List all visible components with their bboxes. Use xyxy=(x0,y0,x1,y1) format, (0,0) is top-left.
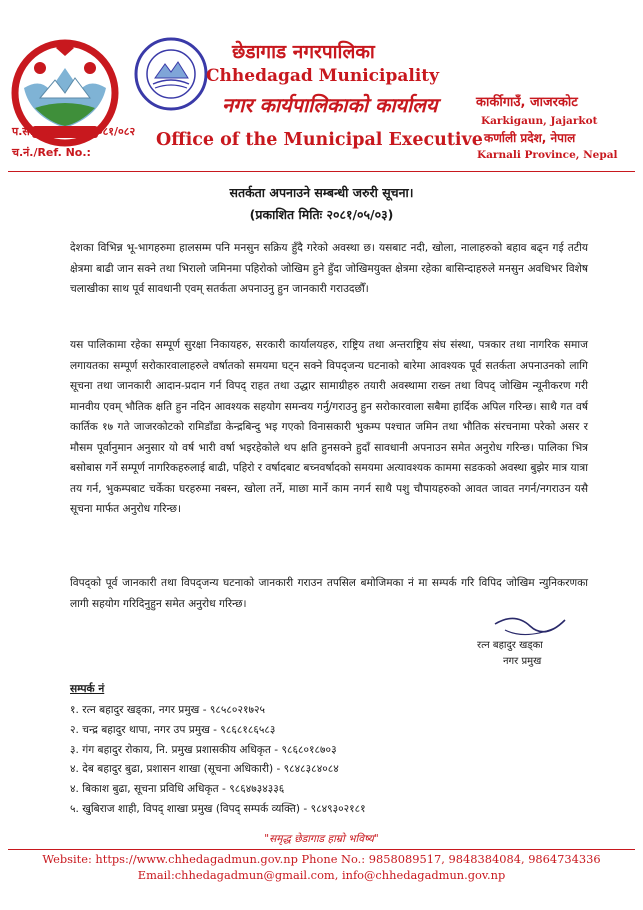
municipality-seal-icon xyxy=(133,36,209,112)
contacts-heading: सम्पर्क नं xyxy=(70,683,105,695)
contact-item: १. रत्न बहादुर खड्का, नगर प्रमुख - ९८५८०२१७२५ xyxy=(70,704,265,716)
address-en-line2: Karnali Province, Nepal xyxy=(477,149,618,161)
notice-title: सतर्कता अपनाउने सम्बन्धी जरुरी सूचना। xyxy=(229,185,414,200)
footer-website-phone: Website: https://www.chhedagadmun.gov.np Phone No.: 9858089517, 9848384084, 9864734336 xyxy=(42,852,601,866)
signature-name: रत्न बहादुर खड्का xyxy=(477,640,543,651)
footer-divider xyxy=(8,849,635,850)
contact-item: ४. बिकाश बुढा, सूचना प्रविधि अधिकृत - ९८६४७३४३३६ xyxy=(70,783,285,796)
notice-paragraph-3: विपद्को पूर्व जानकारी तथा विपद्जन्य घटनाको जानकारी गराउन तपसिल बमोजिमका नं मा सम्पर्क गरि विपिद जोखिम न्युनिकरणका लागी सहयोग गरिदिनुहुन समेत अनुरोध गरिन्छ। xyxy=(70,577,588,610)
municipality-name-np: छेडागाड नगरपालिका xyxy=(232,41,375,63)
footer-slogan: "समृद्ध छेडागाड हाम्रो भविष्य" xyxy=(264,833,379,845)
reference-number: च.नं./Ref. No.: xyxy=(12,146,91,159)
office-name-np: नगर कार्यपालिकाको कार्यालय xyxy=(222,93,438,117)
header-divider xyxy=(8,171,635,172)
office-name-en: Office of the Municipal Executive xyxy=(156,130,483,150)
contact-item: ४. देब बहादुर बुढा, प्रशासन शाखा (सूचना अधिकारी) - ९८४८३८४०८४ xyxy=(70,763,339,776)
address-np-line2: कर्णाली प्रदेश, नेपाल xyxy=(484,131,576,145)
signature-title: नगर प्रमुख xyxy=(503,656,542,667)
contact-item: ३. गंग बहादुर रोकाय, नि. प्रमुख प्रशासकीय अधिकृत - ९८६८०१८७०३ xyxy=(70,743,337,756)
contact-item: २. चन्द्र बहादुर थापा, नगर उप प्रमुख - ९८६८१८६५८३ xyxy=(70,723,276,736)
contact-item: ५. खुबिराज शाही, विपद् शाखा प्रमुख (विपद् सम्पर्क व्यक्ति) - ९८४९३०२१८१ xyxy=(70,802,366,815)
footer-email: Email:chhedagadmun@gmail.com, info@chhedagadmun.gov.np xyxy=(137,868,506,882)
address-en-line1: Karkigaun, Jajarkot xyxy=(481,115,598,127)
notice-paragraph-2: यस पालिकामा रहेका सम्पूर्ण सुरक्षा निकायहरु, सरकारी कार्यालयहरु, राष्ट्रिय तथा अन्तराष्ट्रिय संघ संस्था, पत्रकार तथा नागरिक समाज लगायतका सम्पूर्ण सरोकारवालाहरुले वर्षातको समयमा घट्न सक्ने विपद्जन्य घटनाको बारेमा आवश्यक पूर्व सतर्कता अपनाउनको लागि सूचना तथा जानकारी आदान-प्रदान गर्न विपद् राहत तथा उद्धार सामाग्रीहरु तयारी अवस्थामा राख्न तथा विपद् जोखिम न्यूनीकरण गरी मानवीय एवम् भौतिक क्षति हुन नदिन आवश्यक सहयोग समन्वय गर्नु/गराउनु हुन सरोकारवाला सबैमा हार्दिक अपिल गरिन्छ। साथै गत वर्ष कार्तिक १७ गते जाजरकोटको रामिडाँडा केन्द्रबिन्दु भइ गएको विनासकारी भुकम्प पश्चात जमिन तथा भौतिक संरचनामा परेको असर र मौसम पूर्वानुमान अनुसार यो वर्ष भारी वर्षा भइरहेकोले थप क्षति हुनसक्ने हुदाँ सावधानी अपनाउन समेत अनुरोध गरिन्छ। पालिका भित्र बसोबास गर्ने सम्पूर्ण नागरिकहरुलाई बाढी, पहिरो र वर्षादबाट बच्नवर्षादको समयमा अत्यावश्यक काममा सडकको अवस्था बुझेर मात्र यात्रा तय गर्न, भुकम्पबाट चर्केका घरहरुमा नबस्न, खोला तर्ने, माछा मार्ने काम नगर्न साथै पशु चौपायहरुको आवत जावत नगर्न/नगराउन यसै सूचना मार्फत अनुरोध गरिन्छ। xyxy=(70,339,588,515)
published-date: (प्रकाशित मितिः २०८१/०५/०३) xyxy=(249,207,394,222)
letter-number: प.सं./Let. No.:२०८१/०८२ xyxy=(12,125,136,138)
notice-paragraph-1: देशका विभिन्न भू-भागहरुमा हालसम्म पनि मनसुन सक्रिय हुँदै गरेको अवस्था छ। यसबाट नदी, खोला, नालाहरुको बहाव बढ्न गई तटीय क्षेत्रमा बाढी जान सक्ने तथा भिरालो जमिनमा पहिरोको जोखिम हुने हुँदा जोखिमयुक्त क्षेत्रमा रहेका बासिन्दाहरुले मनसुन अवधिभर विशेष चलाखीका साथ पूर्व सावधानी एवम् सतर्कता अपनाउनु हुन जानकारी गराउदछौँ। xyxy=(70,242,588,295)
contacts-list xyxy=(70,701,366,820)
municipality-name-en: Chhedagad Municipality xyxy=(206,66,440,86)
signature xyxy=(475,610,587,672)
address-np-line1: कार्कीगाउँ, जाजरकोट xyxy=(476,95,578,110)
